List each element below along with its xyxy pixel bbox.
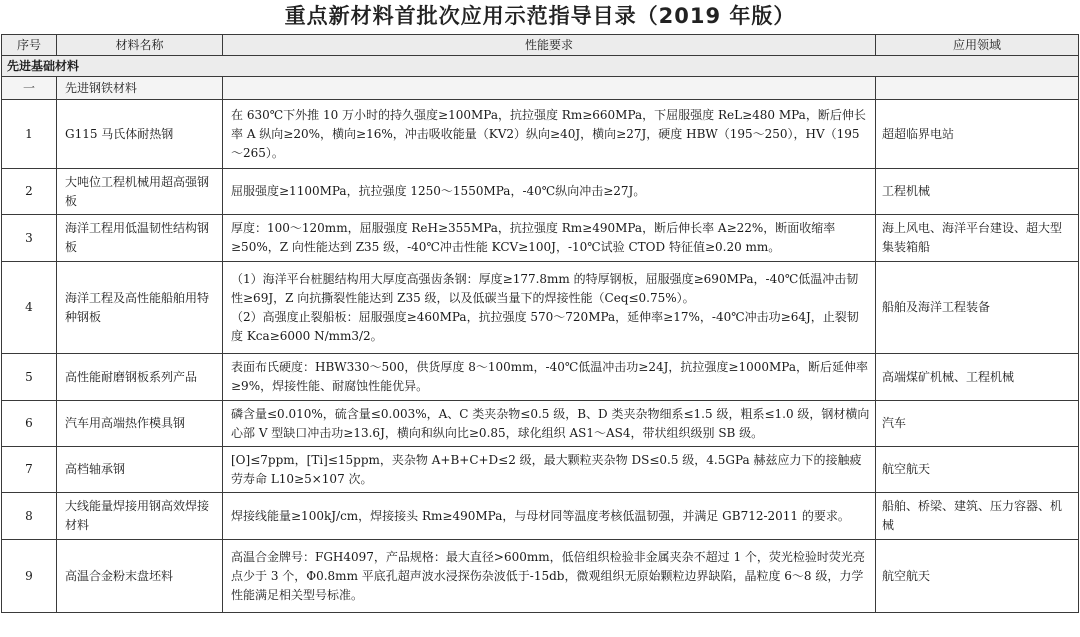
row-number: 7 xyxy=(2,447,57,493)
page-title: 重点新材料首批次应用示范指导目录（2019 年版） xyxy=(284,4,796,28)
material-name: 高档轴承钢 xyxy=(57,447,223,493)
row-number: 4 xyxy=(2,262,57,354)
performance-line: 磷含量≤0.010%，硫含量≤0.003%，A、C 类夹杂物≤0.5 级，B、D 类夹杂物细系≤1.5 级，粗系≤1.0 级，钢材横向心部 V 型缺口冲击功≥13.6J，横向和纵向比≥0.85，球化组织 AS1～AS4，带状组织级别 SB 级。 xyxy=(231,406,870,440)
table-row xyxy=(2,493,1079,540)
header-name: 材料名称 xyxy=(57,35,223,56)
performance-requirements xyxy=(223,215,876,262)
table-row xyxy=(2,401,1079,447)
group-perf-empty xyxy=(223,77,876,100)
performance-line: 表面布氏硬度：HBW330～500，供货厚度 8～100mm，-40℃低温冲击功≥24J，抗拉强度≥1000MPa，断后延伸率≥9%，焊接性能、耐腐蚀性能优异。 xyxy=(231,360,868,393)
performance-requirements xyxy=(223,401,876,447)
header-app: 应用领域 xyxy=(876,35,1079,56)
application-field: 工程机械 xyxy=(876,169,1079,215)
performance-requirements xyxy=(223,540,876,613)
table-row xyxy=(2,447,1079,493)
performance-line: [O]≤7ppm，[Ti]≤15ppm，夹杂物 A+B+C+D≤2 级，最大颗粒夹杂物 DS≤0.5 级，4.5GPa 赫兹应力下的接触疲劳寿命 L10≥5×107 次。 xyxy=(231,452,862,486)
material-name: 海洋工程及高性能船舶用特种钢板 xyxy=(57,262,223,354)
material-name: 大线能量焊接用钢高效焊接材料 xyxy=(57,493,223,540)
performance-line: （1）海洋平台桩腿结构用大厚度高强齿条钢：厚度≥177.8mm 的特厚钢板，屈服强度≥690MPa，-40℃低温冲击韧性≥69J，Z 向抗撕裂性能达到 Z35 级，以及低碳当量下的焊接性能（Ceq≤0.75%）。 xyxy=(231,271,859,305)
group-app-empty xyxy=(876,77,1079,100)
material-name: 大吨位工程机械用超高强钢板 xyxy=(57,169,223,215)
performance-line: （2）高强度止裂船板：屈服强度≥460MPa，抗拉强度 570～720MPa，延伸率≥17%，-40℃冲击功≥64J，止裂韧度 Kca≥6000 N/mm3/2。 xyxy=(231,309,859,343)
catalog-table xyxy=(1,34,1079,613)
application-field: 航空航天 xyxy=(876,447,1079,493)
application-field: 汽车 xyxy=(876,401,1079,447)
performance-line: 厚度：100～120mm，屈服强度 ReH≥355MPa，抗拉强度 Rm≥490MPa，断后伸长率 A≥22%，断面收缩率≥50%，Z 向性能达到 Z35 级，-40℃冲击性能 KCV≥100J，-10℃试验 CTOD 特征值≥0.20 mm。 xyxy=(231,221,836,254)
application-field: 航空航天 xyxy=(876,540,1079,613)
performance-requirements xyxy=(223,493,876,540)
group-row xyxy=(2,77,1079,100)
performance-line: 在 630℃下外推 10 万小时的持久强度≥100MPa，抗拉强度 Rm≥660MPa，下屈服强度 ReL≥480 MPa，断后伸长率 A 纵向≥20%，横向≥16%，冲击吸收能量（KV2）纵向≥40J，横向≥27J，硬度 HBW（195～250），HV（195～265）。 xyxy=(231,107,866,160)
application-field: 船舶、桥梁、建筑、压力容器、机械 xyxy=(876,493,1079,540)
performance-requirements xyxy=(223,169,876,215)
row-number: 3 xyxy=(2,215,57,262)
application-field: 海上风电、海洋平台建设、超大型集装箱船 xyxy=(876,215,1079,262)
table-row xyxy=(2,354,1079,401)
table-row xyxy=(2,215,1079,262)
row-number: 2 xyxy=(2,169,57,215)
material-name: 高温合金粉末盘坯料 xyxy=(57,540,223,613)
section-label: 先进基础材料 xyxy=(2,56,1079,77)
row-number: 8 xyxy=(2,493,57,540)
application-field: 船舶及海洋工程装备 xyxy=(876,262,1079,354)
application-field: 超超临界电站 xyxy=(876,100,1079,169)
material-name: 高性能耐磨钢板系列产品 xyxy=(57,354,223,401)
section-row xyxy=(2,56,1079,77)
header-perf: 性能要求 xyxy=(223,35,876,56)
performance-line: 焊接线能量≥100kJ/cm，焊接接头 Rm≥490MPa，与母材同等温度考核低温韧强，并满足 GB712-2011 的要求。 xyxy=(231,508,850,523)
header-no: 序号 xyxy=(2,35,57,56)
material-name: G115 马氏体耐热钢 xyxy=(57,100,223,169)
application-field: 高端煤矿机械、工程机械 xyxy=(876,354,1079,401)
row-number: 5 xyxy=(2,354,57,401)
row-number: 1 xyxy=(2,100,57,169)
row-number: 6 xyxy=(2,401,57,447)
table-row xyxy=(2,169,1079,215)
row-number: 9 xyxy=(2,540,57,613)
table-row xyxy=(2,540,1079,613)
performance-requirements xyxy=(223,100,876,169)
table-row xyxy=(2,100,1079,169)
performance-line: 屈服强度≥1100MPa，抗拉强度 1250～1550MPa，-40℃纵向冲击≥27J。 xyxy=(231,184,646,198)
performance-requirements xyxy=(223,262,876,354)
performance-requirements xyxy=(223,447,876,493)
table-header-row xyxy=(2,35,1079,56)
group-name: 先进钢铁材料 xyxy=(57,77,223,100)
group-no: 一 xyxy=(2,77,57,100)
performance-line: 高温合金牌号：FGH4097，产品规格：最大直径>600mm，低倍组织检验非金属夹杂不超过 1 个，荧光检验时荧光亮点少于 3 个，Φ0.8mm 平底孔超声波水浸探伤杂波低于-15db，微观组织无原始颗粒边界缺陷，晶粒度 6～8 级，力学性能满足相关型号标准。 xyxy=(231,549,865,602)
performance-requirements xyxy=(223,354,876,401)
table-row xyxy=(2,262,1079,354)
material-name: 汽车用高端热作模具钢 xyxy=(57,401,223,447)
material-name: 海洋工程用低温韧性结构钢板 xyxy=(57,215,223,262)
